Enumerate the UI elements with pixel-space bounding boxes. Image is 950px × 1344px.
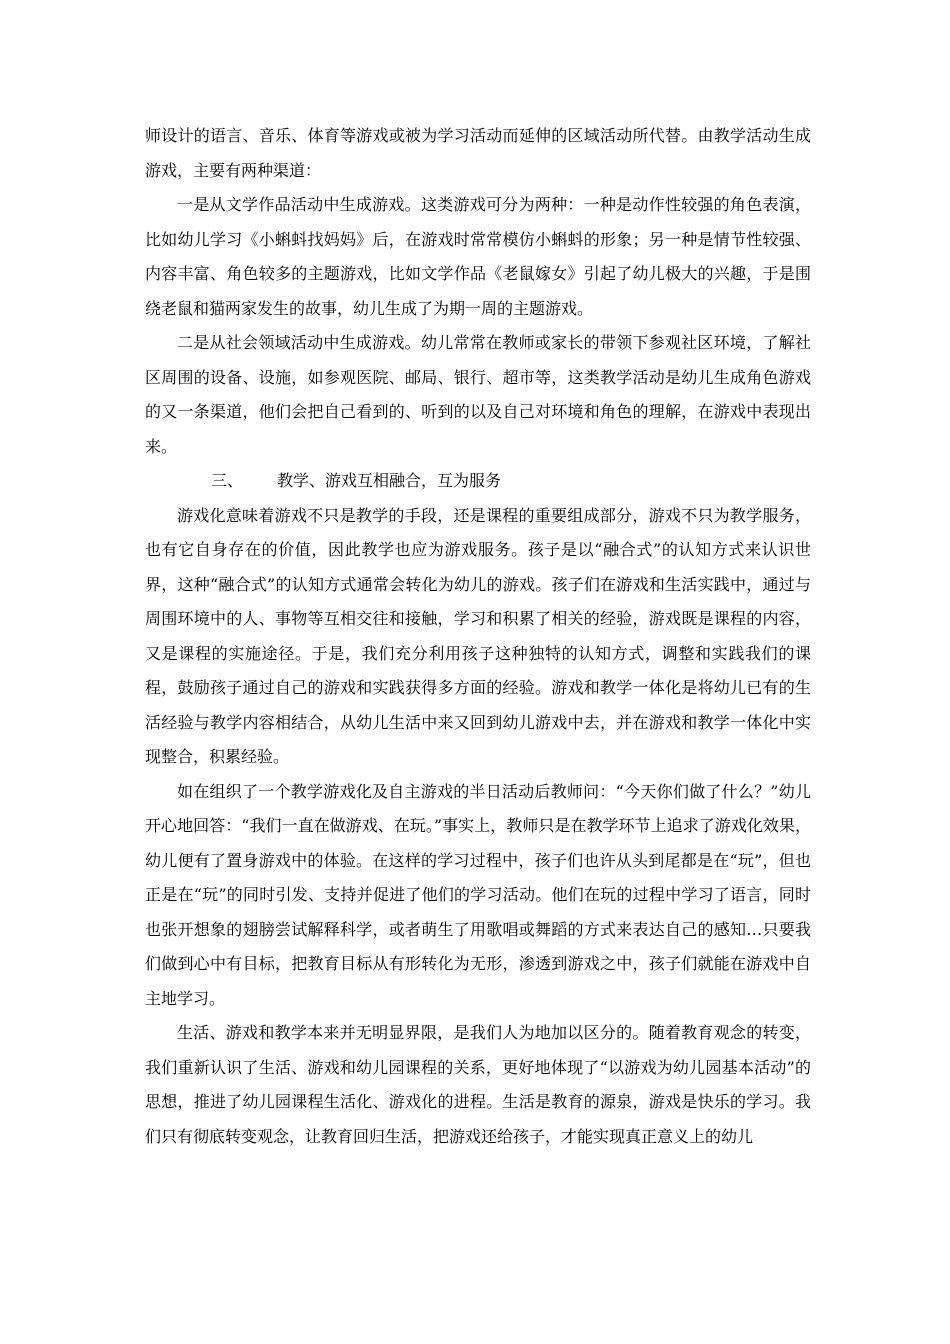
section-heading (145, 464, 811, 499)
paragraph: 游戏化意味着游戏不只是教学的手段，还是课程的重要组成部分，游戏不只为教学服务，也有它自身存在的价值，因此教学也应为游戏服务。孩子是以“融合式”的认知方式来认识世界，这种“融合式”的认知方式通常会转化为幼儿的游戏。孩子们在游戏和生活实践中，通过与周围环境中的人、事物等互相交往和接触，学习和积累了相关的经验，游戏既是课程的内容，又是课程的实施途径。于是，我们充分利用孩子这种独特的认知方式，调整和实践我们的课程，鼓励孩子通过自己的游戏和实践获得多方面的经验。游戏和教学一体化是将幼儿已有的生活经验与教学内容相结合，从幼儿生活中来又回到幼儿游戏中去，并在游戏和教学一体化中实现整合，积累经验。 (145, 505, 811, 766)
paragraph: 生活、游戏和教学本来并无明显界限，是我们人为地加以区分的。随着教育观念的转变，我们重新认识了生活、游戏和幼儿园课程的关系，更好地体现了“以游戏为幼儿园基本活动”的思想，推进了幼儿园课程生活化、游戏化的进程。生活是教育的源泉，游戏是快乐的学习。我们只有彻底转变观念，让教育回归生活，把游戏还给孩子，才能实现真正意义上的幼儿 (145, 1023, 811, 1146)
paragraph: 师设计的语言、音乐、体育等游戏或被为学习活动而延伸的区域活动所代替。由教学活动生成游戏，主要有两种渠道： (145, 126, 811, 180)
paragraph: 二是从社会领域活动中生成游戏。幼儿常常在教师或家长的带领下参观社区环境，了解社区周围的设备、设施，如参观医院、邮局、银行、超市等，这类教学活动是幼儿生成角色游戏的又一条渠道，他们会把自己看到的、听到的以及自己对环境和角色的理解，在游戏中表现出来。 (145, 333, 811, 456)
document-page (145, 119, 811, 1154)
section-number: 三、 (211, 471, 244, 490)
section-title: 教学、游戏互相融合，互为服务 (277, 471, 502, 490)
paragraph: 如在组织了一个教学游戏化及自主游戏的半日活动后教师问：“今天你们做了什么？”幼儿开心地回答：“我们一直在做游戏、在玩。”事实上，教师只是在教学环节上追求了游戏化效果，幼儿便有了置身游戏中的体验。在这样的学习过程中，孩子们也许从头到尾都是在“玩”，但也正是在“玩”的同时引发、支持并促进了他们的学习活动。他们在玩的过程中学习了语言，同时也张开想象的翅膀尝试解释科学，或者萌生了用歌唱或舞蹈的方式来表达自己的感知…只要我们做到心中有目标，把教育目标从有形转化为无形，渗透到游戏之中，孩子们就能在游戏中自主地学习。 (145, 781, 811, 1008)
paragraph: 一是从文学作品活动中生成游戏。这类游戏可分为两种：一种是动作性较强的角色表演，比如幼儿学习《小蝌蚪找妈妈》后，在游戏时常常模仿小蝌蚪的形象；另一种是情节性较强、内容丰富、角色较多的主题游戏，比如文学作品《老鼠嫁女》引起了幼儿极大的兴趣，于是围绕老鼠和猫两家发生的故事，幼儿生成了为期一周的主题游戏。 (145, 195, 811, 318)
